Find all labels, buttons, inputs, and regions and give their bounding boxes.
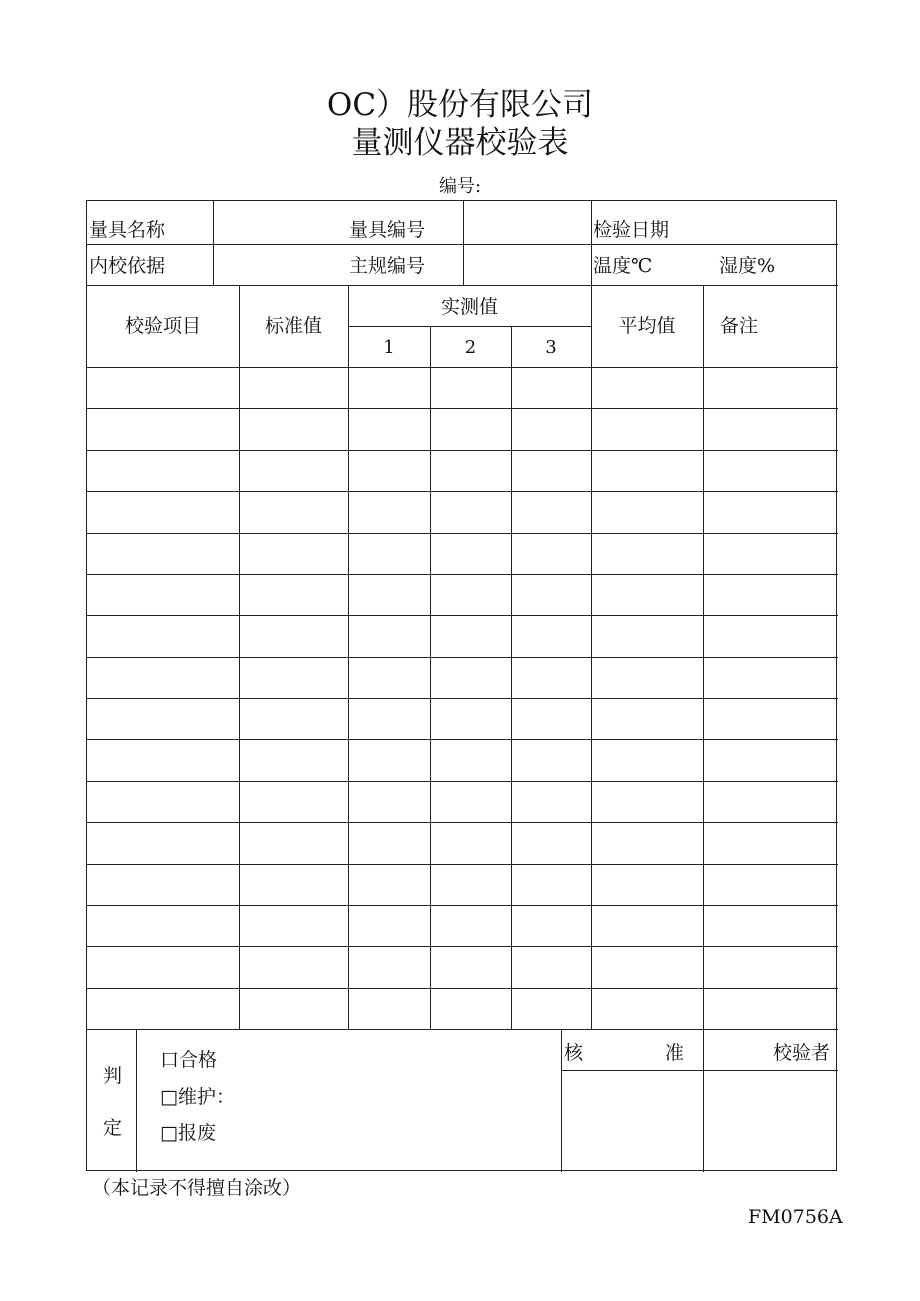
table-cell[interactable]: [348, 905, 430, 946]
serial-label: 编号:: [438, 176, 482, 197]
table-cell[interactable]: [430, 367, 511, 408]
footer-note: （本记录不得擅自涂改）: [92, 1177, 302, 1199]
table-cell[interactable]: [348, 946, 430, 987]
table-cell[interactable]: [87, 574, 239, 615]
table-cell[interactable]: [430, 905, 511, 946]
humidity-label: 湿度%: [719, 255, 776, 277]
table-cell[interactable]: [511, 739, 591, 780]
table-cell[interactable]: [703, 574, 838, 615]
table-cell[interactable]: [511, 533, 591, 574]
table-cell[interactable]: [239, 408, 348, 449]
calibration-form-table: [86, 200, 837, 1171]
approve-label-right: 准: [665, 1042, 685, 1064]
rule-no-label: 主规编号: [349, 255, 426, 277]
table-cell[interactable]: [511, 657, 591, 698]
option-pass[interactable]: 口合格: [160, 1049, 218, 1071]
table-cell[interactable]: [239, 574, 348, 615]
table-cell[interactable]: [591, 533, 703, 574]
table-cell[interactable]: [87, 450, 239, 491]
table-cell[interactable]: [591, 822, 703, 863]
table-cell[interactable]: [591, 864, 703, 905]
option-scrap[interactable]: □报废: [160, 1122, 216, 1144]
table-cell[interactable]: [591, 988, 703, 1029]
table-cell[interactable]: [703, 739, 838, 780]
approval-header-line: [561, 1070, 838, 1071]
table-cell[interactable]: [703, 408, 838, 449]
table-cell[interactable]: [511, 367, 591, 408]
judge-approval-divider: [561, 1029, 562, 1172]
info-divider-2: [463, 201, 464, 285]
table-cell[interactable]: [703, 698, 838, 739]
table-cell[interactable]: [348, 657, 430, 698]
table-cell[interactable]: [703, 864, 838, 905]
table-cell[interactable]: [430, 864, 511, 905]
table-cell[interactable]: [430, 574, 511, 615]
measure-no-2: 2: [464, 337, 477, 358]
approval-checker-divider: [703, 1029, 704, 1172]
header-top-line: [87, 285, 838, 286]
table-cell[interactable]: [239, 822, 348, 863]
approve-label-left: 核: [564, 1042, 584, 1064]
table-cell[interactable]: [87, 615, 239, 656]
col-item-header: 校验项目: [124, 315, 201, 337]
col-average-header: 平均值: [618, 315, 676, 337]
table-cell[interactable]: [239, 988, 348, 1029]
table-cell[interactable]: [511, 781, 591, 822]
table-cell[interactable]: [87, 781, 239, 822]
table-cell[interactable]: [239, 739, 348, 780]
col-standard-header: 标准值: [264, 315, 322, 337]
measure-no-1: 1: [383, 337, 395, 358]
judge-label-top: 判: [103, 1065, 123, 1087]
table-cell[interactable]: [87, 367, 239, 408]
table-cell[interactable]: [87, 905, 239, 946]
table-cell[interactable]: [511, 574, 591, 615]
gauge-no-label: 量具编号: [349, 219, 426, 241]
table-cell[interactable]: [511, 450, 591, 491]
table-cell[interactable]: [511, 988, 591, 1029]
table-cell[interactable]: [703, 946, 838, 987]
judge-label-bottom: 定: [103, 1117, 123, 1139]
table-cell[interactable]: [703, 988, 838, 1029]
table-cell[interactable]: [591, 946, 703, 987]
table-cell[interactable]: [239, 615, 348, 656]
table-cell[interactable]: [239, 491, 348, 532]
checker-label: 校验者: [773, 1042, 831, 1064]
table-cell[interactable]: [348, 781, 430, 822]
table-cell[interactable]: [511, 698, 591, 739]
table-cell[interactable]: [430, 657, 511, 698]
table-cell[interactable]: [591, 905, 703, 946]
form-title: 量测仪器校验表: [351, 125, 569, 161]
table-cell[interactable]: [430, 533, 511, 574]
judge-label-divider: [136, 1029, 137, 1172]
table-cell[interactable]: [703, 905, 838, 946]
measured-subheader-line: [348, 326, 591, 327]
info-divider-3: [591, 201, 592, 285]
table-cell[interactable]: [239, 864, 348, 905]
table-cell[interactable]: [703, 450, 838, 491]
table-cell[interactable]: [511, 615, 591, 656]
table-cell[interactable]: [348, 615, 430, 656]
table-cell[interactable]: [87, 822, 239, 863]
table-cell[interactable]: [430, 822, 511, 863]
table-cell[interactable]: [239, 533, 348, 574]
measure-no-3: 3: [545, 337, 557, 358]
table-cell[interactable]: [87, 946, 239, 987]
table-cell[interactable]: [348, 367, 430, 408]
table-cell[interactable]: [87, 698, 239, 739]
table-cell[interactable]: [348, 822, 430, 863]
table-cell[interactable]: [511, 946, 591, 987]
form-code: FM0756A: [748, 1206, 843, 1228]
table-cell[interactable]: [239, 657, 348, 698]
table-cell[interactable]: [591, 574, 703, 615]
table-cell[interactable]: [239, 450, 348, 491]
option-maintain[interactable]: □维护：: [160, 1086, 235, 1108]
table-cell[interactable]: [591, 408, 703, 449]
table-cell[interactable]: [87, 657, 239, 698]
table-cell[interactable]: [87, 533, 239, 574]
table-cell[interactable]: [511, 491, 591, 532]
table-cell[interactable]: [430, 988, 511, 1029]
table-cell[interactable]: [511, 408, 591, 449]
company-title: OC）股份有限公司: [326, 87, 594, 123]
info-divider-1: [213, 201, 214, 285]
table-cell[interactable]: [239, 367, 348, 408]
table-cell[interactable]: [430, 491, 511, 532]
table-cell[interactable]: [591, 781, 703, 822]
table-cell[interactable]: [511, 864, 591, 905]
table-cell[interactable]: [348, 450, 430, 491]
table-cell[interactable]: [703, 822, 838, 863]
table-cell[interactable]: [87, 739, 239, 780]
table-cell[interactable]: [703, 657, 838, 698]
table-cell[interactable]: [591, 615, 703, 656]
table-cell[interactable]: [703, 367, 838, 408]
table-cell[interactable]: [430, 408, 511, 449]
gauge-name-label: 量具名称: [89, 219, 166, 241]
table-cell[interactable]: [591, 698, 703, 739]
table-cell[interactable]: [239, 905, 348, 946]
table-cell[interactable]: [591, 450, 703, 491]
table-cell[interactable]: [239, 698, 348, 739]
basis-label: 内校依据: [89, 255, 166, 277]
col-measured-header: 实测值: [440, 296, 498, 318]
table-cell[interactable]: [430, 781, 511, 822]
table-cell[interactable]: [239, 781, 348, 822]
temperature-label: 温度℃: [593, 255, 653, 277]
table-cell[interactable]: [703, 615, 838, 656]
table-cell[interactable]: [348, 533, 430, 574]
table-row-line: [87, 1029, 838, 1030]
table-cell[interactable]: [703, 781, 838, 822]
table-cell[interactable]: [703, 533, 838, 574]
table-cell[interactable]: [348, 698, 430, 739]
table-cell[interactable]: [430, 739, 511, 780]
table-cell[interactable]: [430, 615, 511, 656]
table-cell[interactable]: [348, 491, 430, 532]
table-cell[interactable]: [348, 864, 430, 905]
table-cell[interactable]: [348, 739, 430, 780]
table-cell[interactable]: [591, 657, 703, 698]
table-cell[interactable]: [511, 822, 591, 863]
table-cell[interactable]: [430, 450, 511, 491]
table-cell[interactable]: [430, 946, 511, 987]
table-cell[interactable]: [87, 491, 239, 532]
table-cell[interactable]: [348, 574, 430, 615]
table-cell[interactable]: [430, 698, 511, 739]
check-date-label: 检验日期: [593, 219, 670, 241]
table-cell[interactable]: [87, 408, 239, 449]
table-cell[interactable]: [87, 864, 239, 905]
table-cell[interactable]: [591, 367, 703, 408]
table-cell[interactable]: [511, 905, 591, 946]
table-cell[interactable]: [703, 491, 838, 532]
table-cell[interactable]: [591, 739, 703, 780]
table-cell[interactable]: [591, 491, 703, 532]
table-cell[interactable]: [87, 988, 239, 1029]
table-cell[interactable]: [239, 946, 348, 987]
col-note-header: 备注: [720, 315, 759, 337]
table-cell[interactable]: [348, 408, 430, 449]
table-cell[interactable]: [348, 988, 430, 1029]
